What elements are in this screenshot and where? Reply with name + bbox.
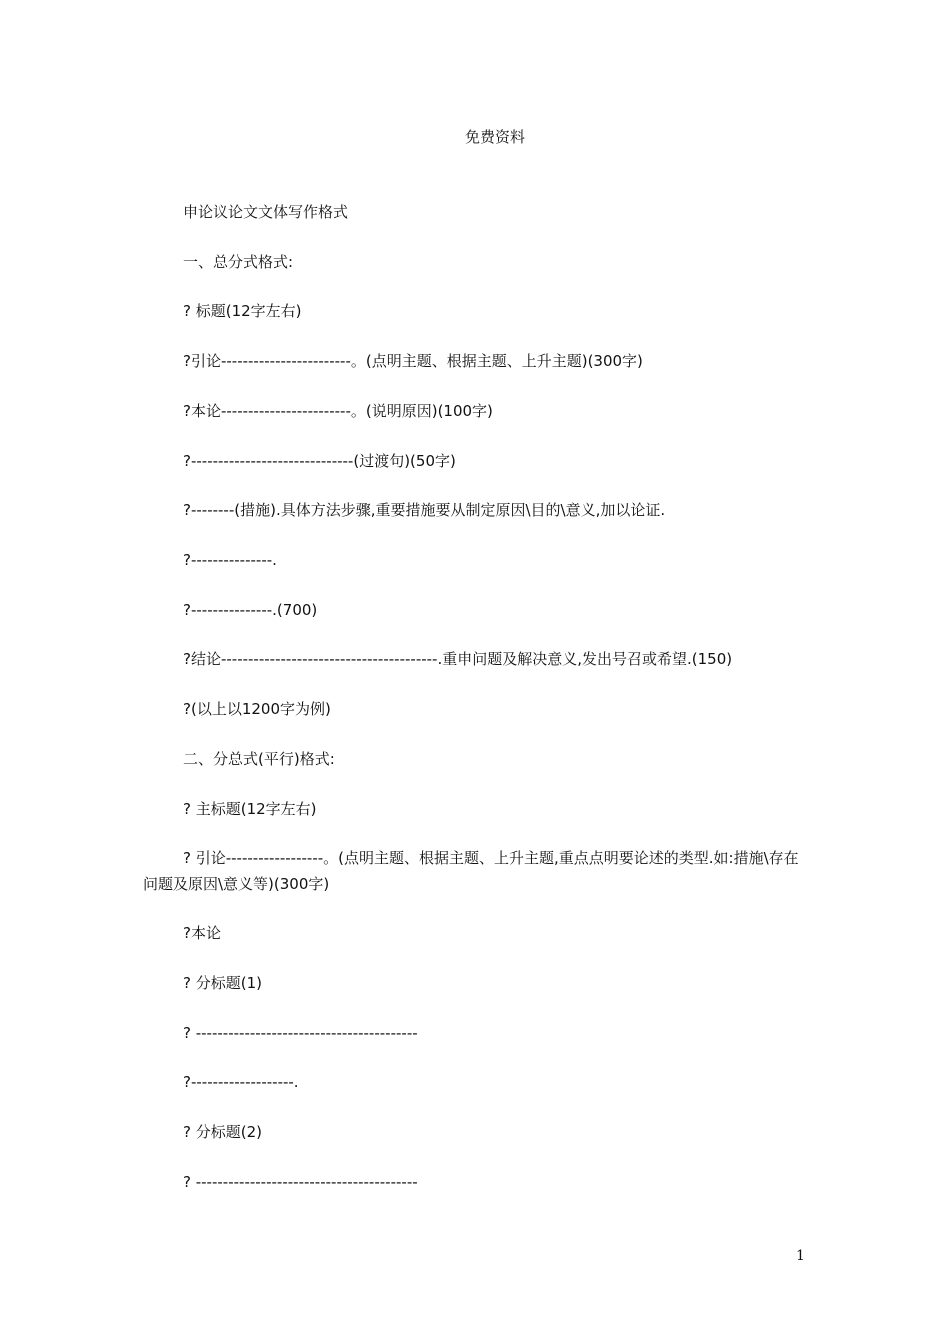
text-line: ? -----------------------------------------	[183, 1173, 418, 1191]
text-line: ?---------------.(700)	[183, 601, 318, 619]
text-line: ?引论------------------------。(点明主题、根据主题、上升主题)(300字)	[183, 352, 643, 370]
section-heading-2: 二、分总式(平行)格式:	[183, 750, 335, 768]
text-line: ? -----------------------------------------	[183, 1024, 418, 1042]
text-line: ? 分标题(1)	[183, 974, 262, 992]
text-line: ?-------------------.	[183, 1073, 299, 1091]
text-line: ? 标题(12字左右)	[183, 302, 302, 320]
text-line: ?结论----------------------------------------.重申问题及解决意义,发出号召或希望.(150)	[183, 650, 733, 668]
text-line: ?本论------------------------。(说明原因)(100字)	[183, 402, 493, 420]
page-header: 免费资料	[464, 128, 525, 146]
section-heading-1: 一、总分式格式:	[183, 253, 294, 271]
text-line: ?------------------------------(过渡句)(50字)	[183, 452, 456, 470]
text-line: ?--------(措施).具体方法步骤,重要措施要从制定原因\目的\意义,加以论证.	[183, 501, 666, 519]
text-line: ? 分标题(2)	[183, 1123, 262, 1141]
text-line: ?---------------.	[183, 551, 277, 569]
text-line: ? 主标题(12字左右)	[183, 800, 317, 818]
doc-title: 申论议论文文体写作格式	[183, 203, 349, 221]
text-line: ?本论	[183, 924, 221, 942]
text-line: ?(以上以1200字为例)	[183, 700, 331, 718]
wrapped-paragraph: ? 引论------------------。(点明主题、根据主题、上升主题,重点点明要论述的类型.如:措施\存在问题及原因\意义等)(300字)	[143, 849, 799, 893]
page-number: 1	[796, 1248, 805, 1264]
